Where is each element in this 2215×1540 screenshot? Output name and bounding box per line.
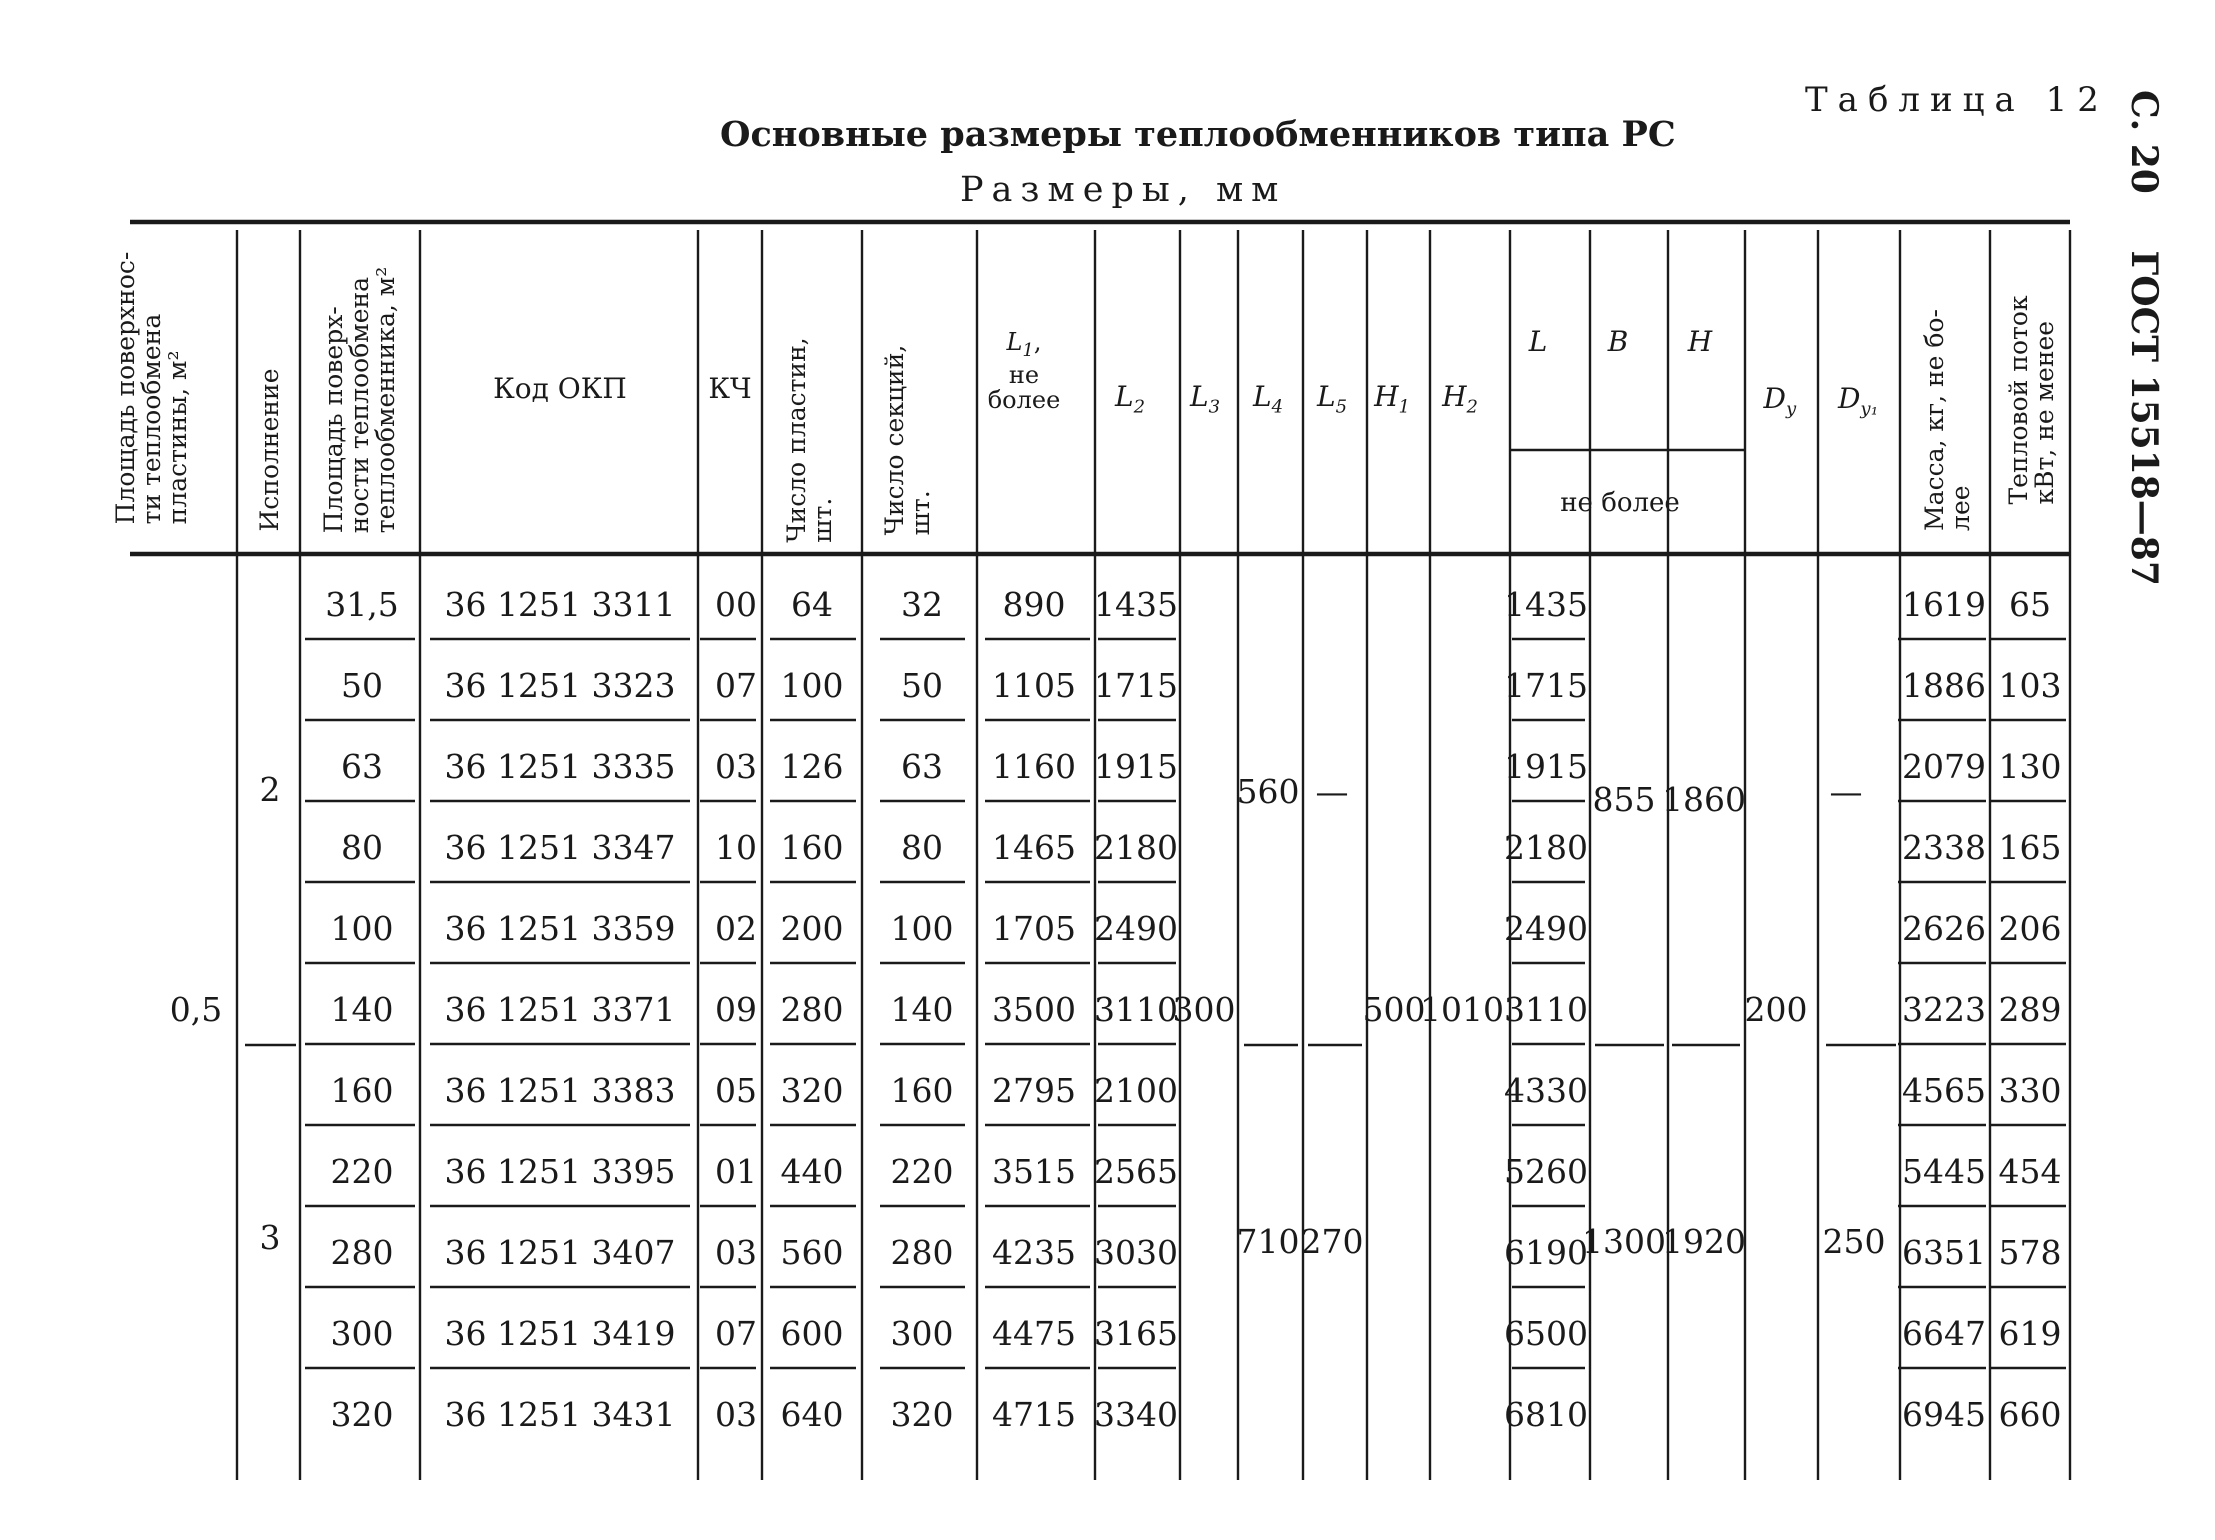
page-title: Основные размеры теплообменников типа РС bbox=[720, 114, 1676, 155]
cell-exchanger-area: 31,5 bbox=[325, 585, 399, 624]
merged-b-v2: 855 bbox=[1592, 780, 1656, 819]
cell-sections-count: 140 bbox=[890, 990, 954, 1029]
merged-h-v2: 1860 bbox=[1662, 780, 1746, 819]
header-dy1: $D_{у_1}$ bbox=[1837, 382, 1879, 420]
cell-kch: 03 bbox=[715, 747, 757, 786]
header-h-overall: H bbox=[1687, 325, 1713, 358]
cell-l1: 4235 bbox=[992, 1233, 1076, 1272]
cell-l2: 1915 bbox=[1094, 747, 1178, 786]
header-l1: $L_1$, не более bbox=[987, 328, 1061, 414]
cell-heat-flow: 130 bbox=[1998, 747, 2062, 786]
standard-name: ГОСТ 15518—87 bbox=[2123, 250, 2165, 586]
cell-plates-count: 600 bbox=[780, 1314, 844, 1353]
cell-l-overall: 1715 bbox=[1504, 666, 1588, 705]
cell-plates-count: 320 bbox=[780, 1071, 844, 1110]
cell-l-overall: 5260 bbox=[1504, 1152, 1588, 1191]
header-lbh-note: не более bbox=[1560, 488, 1680, 518]
cell-l-overall: 6500 bbox=[1504, 1314, 1588, 1353]
cell-plates-count: 126 bbox=[780, 747, 844, 786]
cell-l1: 1105 bbox=[992, 666, 1076, 705]
cell-mass: 6945 bbox=[1902, 1395, 1986, 1434]
cell-l2: 3030 bbox=[1094, 1233, 1178, 1272]
header-mass: Масса, кг, не бо- лее bbox=[1920, 309, 1975, 531]
cell-l-overall: 4330 bbox=[1504, 1071, 1588, 1110]
merged-l4-v3: 710 bbox=[1236, 1222, 1300, 1261]
page-number: С. 20 bbox=[2123, 90, 2165, 194]
cell-exchanger-area: 50 bbox=[341, 666, 383, 705]
cell-okp-code: 36 1251 3407 bbox=[444, 1233, 676, 1272]
merged-plate-area: 0,5 bbox=[169, 990, 223, 1029]
cell-plates-count: 160 bbox=[780, 828, 844, 867]
cell-sections-count: 300 bbox=[890, 1314, 954, 1353]
header-l5: $L_5$ bbox=[1316, 380, 1348, 418]
cell-okp-code: 36 1251 3419 bbox=[444, 1314, 676, 1353]
cell-okp-code: 36 1251 3371 bbox=[444, 990, 676, 1029]
cell-l2: 1435 bbox=[1094, 585, 1178, 624]
cell-sections-count: 80 bbox=[901, 828, 943, 867]
header-l-overall: L bbox=[1528, 325, 1548, 358]
cell-l2: 2490 bbox=[1094, 909, 1178, 948]
cell-plates-count: 64 bbox=[791, 585, 833, 624]
merged-version-3: 3 bbox=[259, 1218, 281, 1257]
cell-exchanger-area: 100 bbox=[330, 909, 394, 948]
header-l3: $L_3$ bbox=[1189, 380, 1221, 418]
cell-exchanger-area: 80 bbox=[341, 828, 383, 867]
merged-h2: 1010 bbox=[1420, 990, 1504, 1029]
cell-heat-flow: 103 bbox=[1998, 666, 2062, 705]
cell-heat-flow: 578 bbox=[1998, 1233, 2062, 1272]
cell-sections-count: 320 bbox=[890, 1395, 954, 1434]
merged-dy1-v2: — bbox=[1829, 772, 1863, 811]
header-dy: $D_у$ bbox=[1763, 382, 1797, 420]
header-h1: $H_1$ bbox=[1374, 380, 1410, 418]
cell-l-overall: 2180 bbox=[1504, 828, 1588, 867]
cell-plates-count: 640 bbox=[780, 1395, 844, 1434]
cell-heat-flow: 330 bbox=[1998, 1071, 2062, 1110]
cell-heat-flow: 65 bbox=[2009, 585, 2051, 624]
cell-kch: 07 bbox=[715, 1314, 757, 1353]
merged-dy: 200 bbox=[1744, 990, 1808, 1029]
cell-heat-flow: 165 bbox=[1998, 828, 2062, 867]
cell-exchanger-area: 160 bbox=[330, 1071, 394, 1110]
cell-l2: 1715 bbox=[1094, 666, 1178, 705]
cell-heat-flow: 454 bbox=[1998, 1152, 2062, 1191]
cell-l-overall: 3110 bbox=[1504, 990, 1588, 1029]
header-plates-count: Число пластин, шт. bbox=[782, 337, 837, 543]
cell-mass: 1886 bbox=[1902, 666, 1986, 705]
merged-h-v3: 1920 bbox=[1662, 1222, 1746, 1261]
cell-mass: 5445 bbox=[1902, 1152, 1986, 1191]
cell-kch: 03 bbox=[715, 1233, 757, 1272]
cell-sections-count: 100 bbox=[890, 909, 954, 948]
header-heat-flow: Тепловой поток кВт, не менее bbox=[2004, 295, 2059, 505]
cell-heat-flow: 619 bbox=[1998, 1314, 2062, 1353]
cell-l1: 3515 bbox=[992, 1152, 1076, 1191]
cell-mass: 1619 bbox=[1902, 585, 1986, 624]
cell-l2: 2565 bbox=[1094, 1152, 1178, 1191]
merged-h1: 500 bbox=[1362, 990, 1426, 1029]
cell-okp-code: 36 1251 3311 bbox=[444, 585, 676, 624]
cell-plates-count: 100 bbox=[780, 666, 844, 705]
cell-l1: 1465 bbox=[992, 828, 1076, 867]
cell-l2: 3110 bbox=[1094, 990, 1178, 1029]
header-h2: $H_2$ bbox=[1442, 380, 1478, 418]
cell-exchanger-area: 300 bbox=[330, 1314, 394, 1353]
cell-sections-count: 50 bbox=[901, 666, 943, 705]
cell-l-overall: 6810 bbox=[1504, 1395, 1588, 1434]
cell-mass: 6351 bbox=[1902, 1233, 1986, 1272]
cell-l1: 1160 bbox=[992, 747, 1076, 786]
cell-mass: 4565 bbox=[1902, 1071, 1986, 1110]
cell-mass: 3223 bbox=[1902, 990, 1986, 1029]
cell-sections-count: 32 bbox=[901, 585, 943, 624]
cell-okp-code: 36 1251 3359 bbox=[444, 909, 676, 948]
merged-b-v3: 1300 bbox=[1582, 1222, 1666, 1261]
merged-l3: 300 bbox=[1172, 990, 1236, 1029]
cell-kch: 03 bbox=[715, 1395, 757, 1434]
merged-l5-v3: 270 bbox=[1300, 1222, 1364, 1261]
cell-l-overall: 6190 bbox=[1504, 1233, 1588, 1272]
cell-heat-flow: 660 bbox=[1998, 1395, 2062, 1434]
cell-sections-count: 280 bbox=[890, 1233, 954, 1272]
cell-sections-count: 220 bbox=[890, 1152, 954, 1191]
cell-okp-code: 36 1251 3395 bbox=[444, 1152, 676, 1191]
cell-kch: 09 bbox=[715, 990, 757, 1029]
cell-mass: 2626 bbox=[1902, 909, 1986, 948]
cell-l1: 4475 bbox=[992, 1314, 1076, 1353]
cell-heat-flow: 289 bbox=[1998, 990, 2062, 1029]
header-b-overall: B bbox=[1607, 325, 1629, 358]
merged-version-2: 2 bbox=[259, 770, 281, 809]
cell-kch: 10 bbox=[715, 828, 757, 867]
cell-l2: 2180 bbox=[1094, 828, 1178, 867]
cell-l1: 890 bbox=[1002, 585, 1066, 624]
table-label: Таблица 12 bbox=[1805, 80, 2109, 120]
units-subtitle: Размеры, мм bbox=[960, 170, 1287, 210]
cell-okp-code: 36 1251 3383 bbox=[444, 1071, 676, 1110]
cell-okp-code: 36 1251 3431 bbox=[444, 1395, 676, 1434]
header-kch: КЧ bbox=[708, 372, 752, 405]
merged-l5-v2: — bbox=[1315, 772, 1349, 811]
cell-l-overall: 1915 bbox=[1504, 747, 1588, 786]
cell-exchanger-area: 320 bbox=[330, 1395, 394, 1434]
header-l4: $L_4$ bbox=[1252, 380, 1284, 418]
cell-kch: 05 bbox=[715, 1071, 757, 1110]
cell-plates-count: 280 bbox=[780, 990, 844, 1029]
cell-exchanger-area: 140 bbox=[330, 990, 394, 1029]
cell-exchanger-area: 280 bbox=[330, 1233, 394, 1272]
cell-l2: 3340 bbox=[1094, 1395, 1178, 1434]
cell-okp-code: 36 1251 3335 bbox=[444, 747, 676, 786]
cell-kch: 00 bbox=[715, 585, 757, 624]
cell-l1: 1705 bbox=[992, 909, 1076, 948]
header-plate-area: Площадь поверхнос- ти теплообмена пластины, м² bbox=[111, 251, 192, 525]
cell-kch: 02 bbox=[715, 909, 757, 948]
cell-l-overall: 1435 bbox=[1504, 585, 1588, 624]
cell-plates-count: 560 bbox=[780, 1233, 844, 1272]
cell-sections-count: 160 bbox=[890, 1071, 954, 1110]
cell-l1: 3500 bbox=[992, 990, 1076, 1029]
cell-l1: 2795 bbox=[992, 1071, 1076, 1110]
header-l2: $L_2$ bbox=[1114, 380, 1146, 418]
cell-l1: 4715 bbox=[992, 1395, 1076, 1434]
cell-heat-flow: 206 bbox=[1998, 909, 2062, 948]
cell-l-overall: 2490 bbox=[1504, 909, 1588, 948]
cell-sections-count: 63 bbox=[901, 747, 943, 786]
cell-kch: 07 bbox=[715, 666, 757, 705]
merged-l4-v2: 560 bbox=[1236, 772, 1300, 811]
header-version: Исполнение bbox=[255, 368, 284, 532]
header-exchanger-area: Площадь поверх- ности теплообмена теплообменника, м² bbox=[319, 266, 400, 534]
cell-kch: 01 bbox=[715, 1152, 757, 1191]
header-sections-count: Число секций, шт. bbox=[880, 344, 935, 536]
cell-exchanger-area: 220 bbox=[330, 1152, 394, 1191]
cell-exchanger-area: 63 bbox=[341, 747, 383, 786]
cell-plates-count: 200 bbox=[780, 909, 844, 948]
cell-plates-count: 440 bbox=[780, 1152, 844, 1191]
cell-okp-code: 36 1251 3347 bbox=[444, 828, 676, 867]
cell-l2: 2100 bbox=[1094, 1071, 1178, 1110]
cell-okp-code: 36 1251 3323 bbox=[444, 666, 676, 705]
merged-dy1-v3: 250 bbox=[1822, 1222, 1886, 1261]
cell-mass: 2338 bbox=[1902, 828, 1986, 867]
cell-mass: 2079 bbox=[1902, 747, 1986, 786]
cell-l2: 3165 bbox=[1094, 1314, 1178, 1353]
header-okp-code: Код ОКП bbox=[493, 372, 627, 405]
cell-mass: 6647 bbox=[1902, 1314, 1986, 1353]
